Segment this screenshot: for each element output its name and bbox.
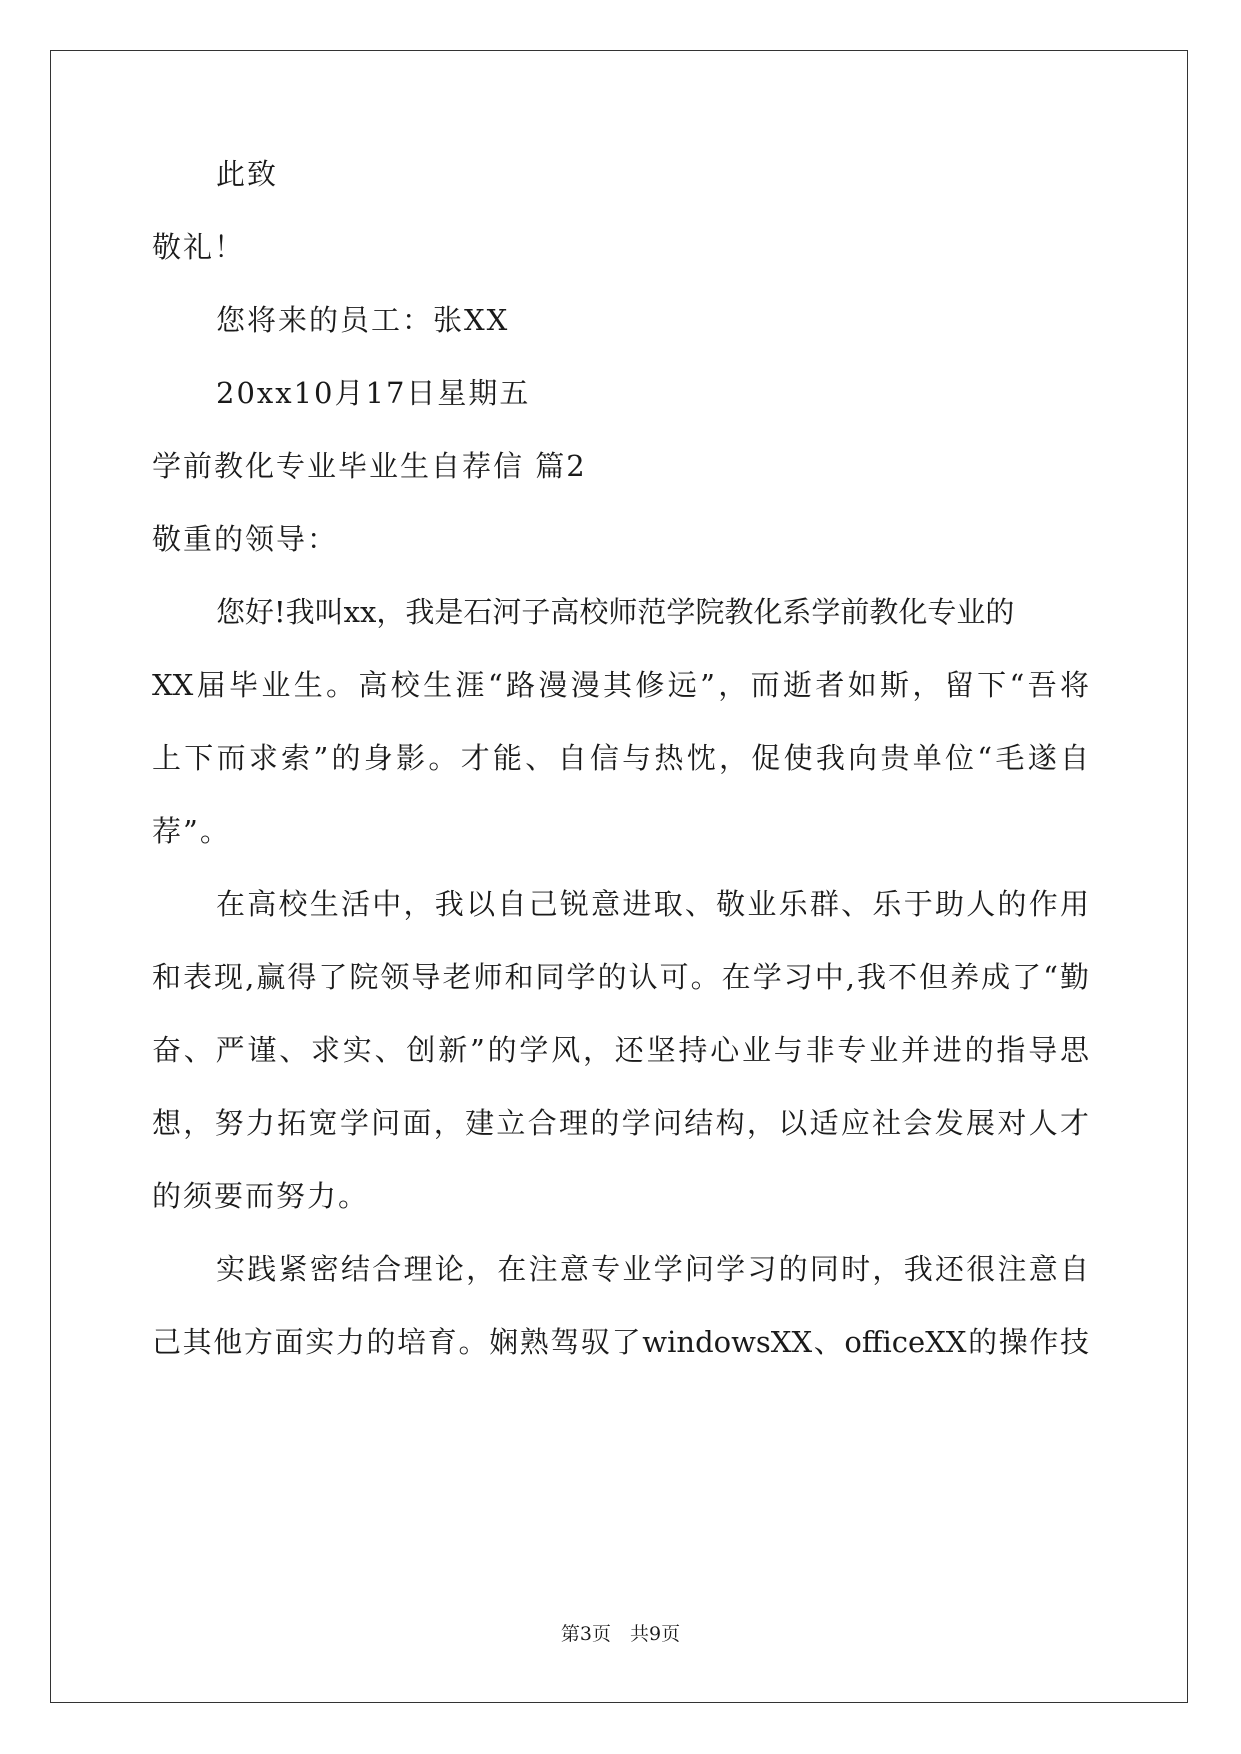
signature-line: 您将来的员工：张XX	[216, 303, 510, 337]
page-number-footer: 第3页 共9页	[560, 1623, 681, 1645]
date-line: 20xx10月17日星期五	[216, 376, 531, 410]
paragraph-line: 上下而求索”的身影。才能、自信与热忱，促使我向贵单位“毛遂自	[152, 741, 1089, 775]
paragraph-line: 在高校生活中，我以自己锐意进取、敬业乐群、乐于助人的作用	[216, 887, 1089, 921]
paragraph-line: 荐”。	[152, 814, 231, 848]
paragraph-line: 己其他方面实力的培育。娴熟驾驭了windowsXX、officeXX的操作技	[152, 1325, 1089, 1359]
paragraph-line: 您好!我叫xx，我是石河子高校师范学院教化系学前教化专业的	[216, 595, 1015, 629]
greeting-line: 敬重的领导：	[152, 522, 339, 556]
closing-salutation: 此致	[216, 157, 279, 191]
page-border	[50, 50, 1188, 1703]
paragraph-line: 的须要而努力。	[152, 1179, 370, 1213]
paragraph-line: 和表现,赢得了院领导老师和同学的认可。在学习中,我不但养成了“勤	[152, 960, 1089, 994]
paragraph-line: 实践紧密结合理论，在注意专业学问学习的同时，我还很注意自	[216, 1252, 1089, 1286]
closing-regards: 敬礼！	[152, 230, 246, 264]
paragraph-line: 想，努力拓宽学问面，建立合理的学问结构，以适应社会发展对人才	[152, 1106, 1089, 1140]
paragraph-line: XX届毕业生。高校生涯“路漫漫其修远”，而逝者如斯，留下“吾将	[152, 668, 1089, 702]
section-title: 学前教化专业毕业生自荐信 篇2	[152, 449, 587, 483]
paragraph-line: 奋、严谨、求实、创新”的学风，还坚持心业与非专业并进的指导思	[152, 1033, 1089, 1067]
